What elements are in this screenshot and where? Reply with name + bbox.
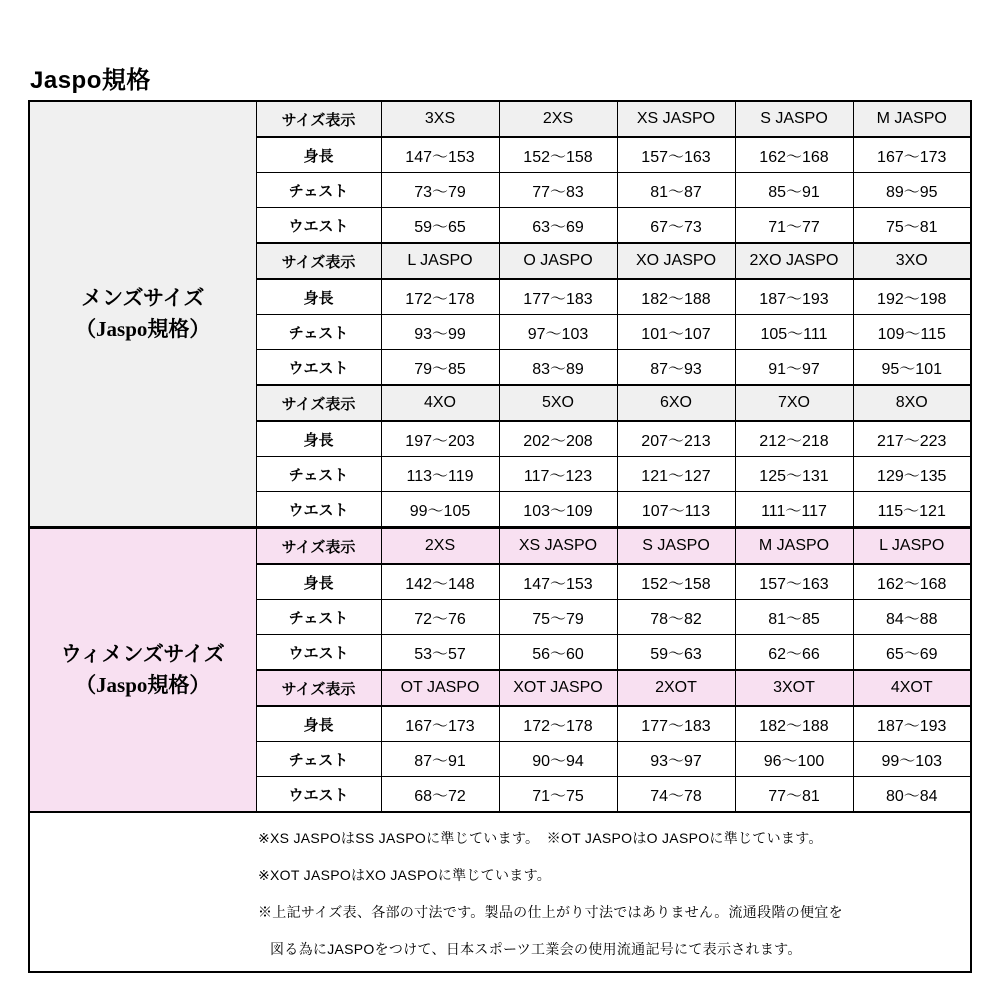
row-header-cell: ウエスト [256,492,381,528]
measurement-cell: 59〜65 [381,208,499,244]
footnote-line: ※XS JASPOはSS JASPOに準じています。 ※OT JASPOはO JASPOに準じています。 [258,829,823,846]
measurement-cell: 113〜119 [381,457,499,492]
size-name-cell: 4XOT [853,670,971,706]
measurement-cell: 187〜193 [735,279,853,315]
size-name-cell: 2XS [499,101,617,137]
section-label-line2: （Jaspo規格） [75,317,211,341]
measurement-cell: 212〜218 [735,421,853,457]
measurement-cell: 162〜168 [853,564,971,600]
page-title: Jaspo規格 [30,67,151,94]
row-header-cell: サイズ表示 [256,528,381,565]
measurement-cell: 182〜188 [617,279,735,315]
measurement-cell: 152〜158 [499,137,617,173]
measurement-cell: 177〜183 [617,706,735,742]
measurement-cell: 217〜223 [853,421,971,457]
row-header-cell: サイズ表示 [256,101,381,137]
measurement-cell: 182〜188 [735,706,853,742]
size-name-cell: 6XO [617,385,735,421]
size-name-cell: 3XS [381,101,499,137]
measurement-cell: 87〜91 [381,742,499,777]
measurement-cell: 177〜183 [499,279,617,315]
measurement-cell: 167〜173 [381,706,499,742]
measurement-cell: 172〜178 [499,706,617,742]
measurement-cell: 75〜81 [853,208,971,244]
size-name-cell: OT JASPO [381,670,499,706]
size-name-cell: 2XO JASPO [735,243,853,279]
size-name-cell: XS JASPO [617,101,735,137]
measurement-cell: 85〜91 [735,173,853,208]
measurement-cell: 147〜153 [381,137,499,173]
row-header-cell: 身長 [256,279,381,315]
measurement-cell: 167〜173 [853,137,971,173]
measurement-cell: 192〜198 [853,279,971,315]
row-header-cell: サイズ表示 [256,385,381,421]
row-header-cell: 身長 [256,137,381,173]
measurement-cell: 95〜101 [853,350,971,386]
measurement-cell: 197〜203 [381,421,499,457]
size-name-cell: 5XO [499,385,617,421]
measurement-cell: 115〜121 [853,492,971,528]
measurement-cell: 157〜163 [735,564,853,600]
size-name-cell: XS JASPO [499,528,617,565]
row-header-cell: チェスト [256,457,381,492]
measurement-cell: 107〜113 [617,492,735,528]
size-name-cell: 8XO [853,385,971,421]
measurement-cell: 79〜85 [381,350,499,386]
row-header-cell: サイズ表示 [256,670,381,706]
size-name-cell: 3XOT [735,670,853,706]
measurement-cell: 89〜95 [853,173,971,208]
measurement-cell: 91〜97 [735,350,853,386]
size-name-cell: 4XO [381,385,499,421]
section-label-line2: （Jaspo規格） [75,673,211,697]
measurement-cell: 187〜193 [853,706,971,742]
row-header-cell: チェスト [256,315,381,350]
row-header-cell: ウエスト [256,208,381,244]
measurement-cell: 65〜69 [853,635,971,671]
measurement-cell: 172〜178 [381,279,499,315]
size-name-cell: XO JASPO [617,243,735,279]
measurement-cell: 93〜99 [381,315,499,350]
table-row [29,101,971,137]
row-header-cell: チェスト [256,173,381,208]
measurement-cell: 77〜83 [499,173,617,208]
row-header-cell: チェスト [256,742,381,777]
measurement-cell: 73〜79 [381,173,499,208]
measurement-cell: 72〜76 [381,600,499,635]
footnote-line: ※XOT JASPOはXO JASPOに準じています。 [258,866,552,883]
notes-row [29,812,971,972]
row-header-cell: 身長 [256,421,381,457]
measurement-cell: 84〜88 [853,600,971,635]
measurement-cell: 109〜115 [853,315,971,350]
size-name-cell: S JASPO [617,528,735,565]
footnotes-cell [29,812,971,972]
measurement-cell: 81〜85 [735,600,853,635]
size-name-cell: O JASPO [499,243,617,279]
size-name-cell: 3XO [853,243,971,279]
measurement-cell: 96〜100 [735,742,853,777]
womens-section-label [29,528,256,813]
measurement-cell: 53〜57 [381,635,499,671]
measurement-cell: 68〜72 [381,777,499,813]
measurement-cell: 111〜117 [735,492,853,528]
measurement-cell: 81〜87 [617,173,735,208]
measurement-cell: 75〜79 [499,600,617,635]
measurement-cell: 59〜63 [617,635,735,671]
size-name-cell: L JASPO [381,243,499,279]
measurement-cell: 67〜73 [617,208,735,244]
measurement-cell: 202〜208 [499,421,617,457]
measurement-cell: 80〜84 [853,777,971,813]
size-name-cell: M JASPO [853,101,971,137]
measurement-cell: 56〜60 [499,635,617,671]
size-name-cell: S JASPO [735,101,853,137]
size-name-cell: 2XOT [617,670,735,706]
measurement-cell: 207〜213 [617,421,735,457]
measurement-cell: 103〜109 [499,492,617,528]
measurement-cell: 77〜81 [735,777,853,813]
measurement-cell: 105〜111 [735,315,853,350]
measurement-cell: 90〜94 [499,742,617,777]
size-name-cell: XOT JASPO [499,670,617,706]
size-name-cell: M JASPO [735,528,853,565]
measurement-cell: 78〜82 [617,600,735,635]
measurement-cell: 71〜75 [499,777,617,813]
row-header-cell: ウエスト [256,350,381,386]
row-header-cell: 身長 [256,564,381,600]
footnote-line: 図る為にJASPOをつけて、日本スポーツ工業会の使用流通記号にて表示されます。 [270,940,802,957]
measurement-cell: 157〜163 [617,137,735,173]
mens-section-label [29,101,256,528]
row-header-cell: サイズ表示 [256,243,381,279]
row-header-cell: ウエスト [256,777,381,813]
row-header-cell: ウエスト [256,635,381,671]
size-chart-table [28,100,972,973]
measurement-cell: 63〜69 [499,208,617,244]
measurement-cell: 142〜148 [381,564,499,600]
measurement-cell: 117〜123 [499,457,617,492]
measurement-cell: 93〜97 [617,742,735,777]
row-header-cell: 身長 [256,706,381,742]
footnote-line: ※上記サイズ表、各部の寸法です。製品の仕上がり寸法ではありません。流通段階の便宜を [258,903,843,920]
section-label-line1: メンズサイズ [81,286,205,310]
row-header-cell: チェスト [256,600,381,635]
measurement-cell: 162〜168 [735,137,853,173]
measurement-cell: 125〜131 [735,457,853,492]
measurement-cell: 87〜93 [617,350,735,386]
measurement-cell: 74〜78 [617,777,735,813]
measurement-cell: 147〜153 [499,564,617,600]
measurement-cell: 99〜105 [381,492,499,528]
measurement-cell: 101〜107 [617,315,735,350]
size-name-cell: L JASPO [853,528,971,565]
measurement-cell: 129〜135 [853,457,971,492]
measurement-cell: 99〜103 [853,742,971,777]
measurement-cell: 62〜66 [735,635,853,671]
measurement-cell: 152〜158 [617,564,735,600]
table-row [29,528,971,565]
size-name-cell: 2XS [381,528,499,565]
measurement-cell: 83〜89 [499,350,617,386]
measurement-cell: 71〜77 [735,208,853,244]
measurement-cell: 97〜103 [499,315,617,350]
size-name-cell: 7XO [735,385,853,421]
measurement-cell: 121〜127 [617,457,735,492]
section-label-line1: ウィメンズサイズ [60,642,225,666]
